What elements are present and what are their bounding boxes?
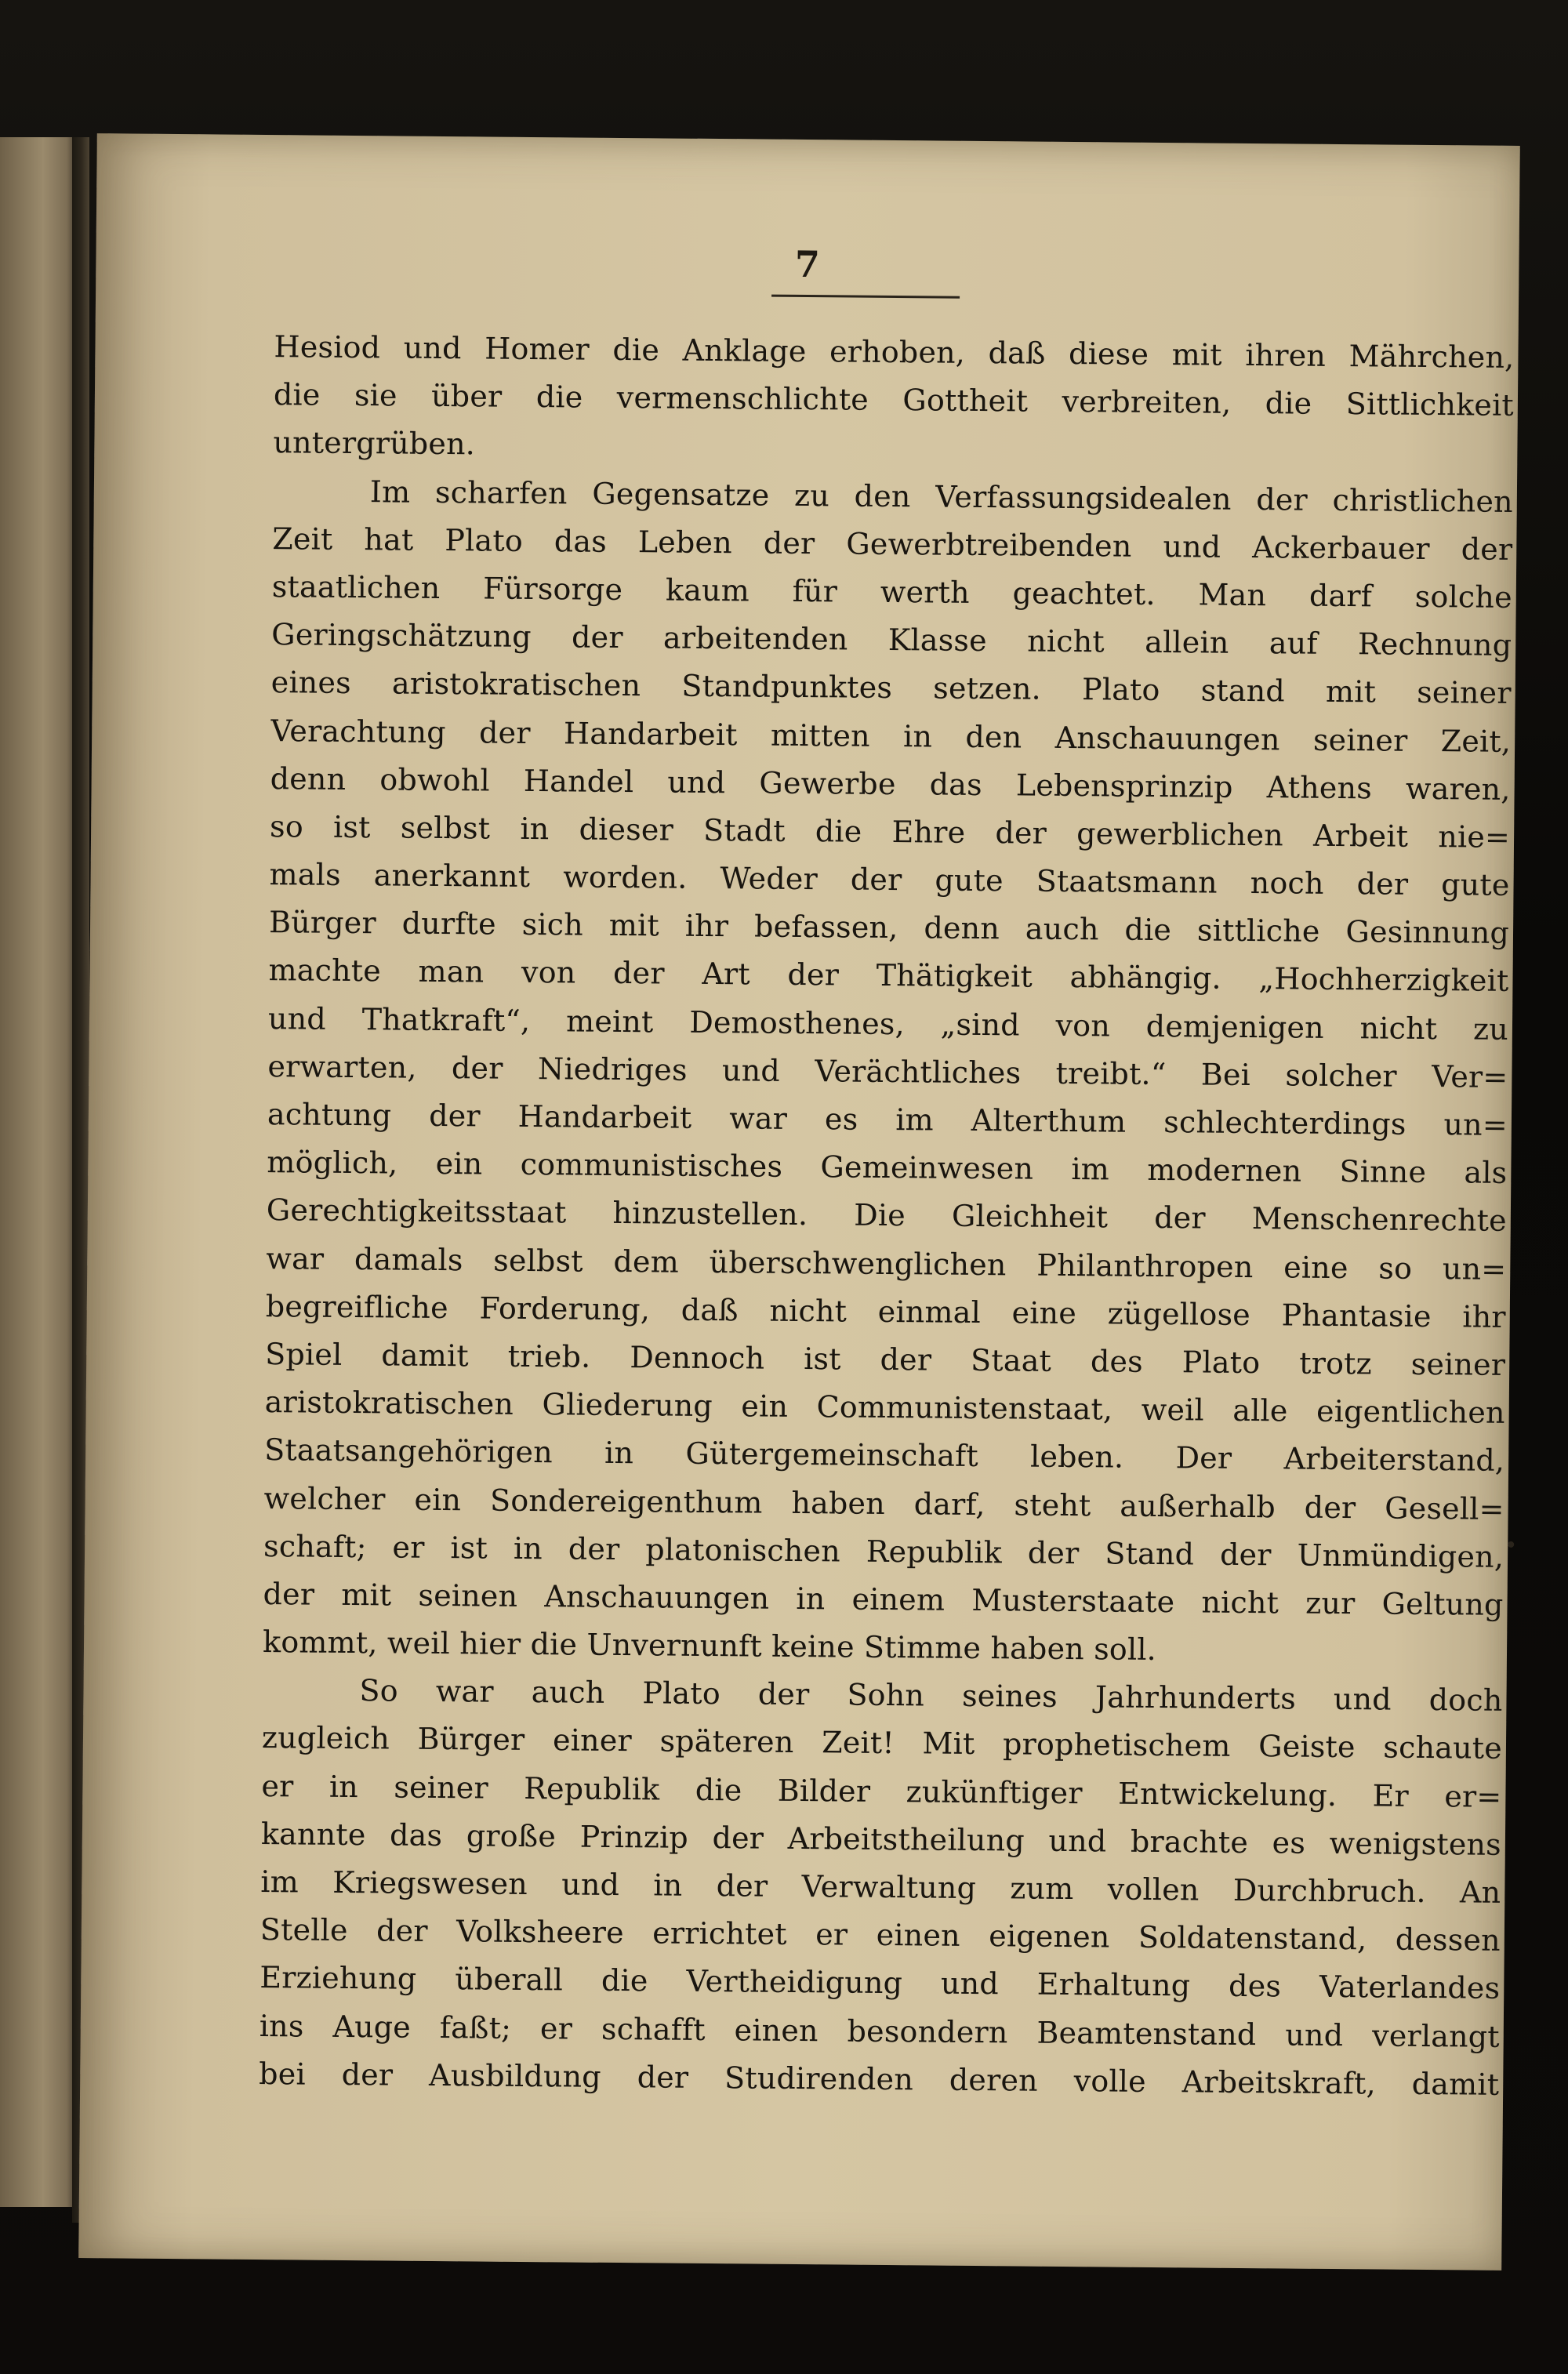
text-line: welcher ein Sondereigenthum haben darf, steht außerhalb der Gesell= bbox=[263, 1480, 1504, 1526]
text-line: Verachtung der Handarbeit mitten in den Anschauungen seiner Zeit, bbox=[270, 713, 1512, 759]
text-line: achtung der Handarbeit war es im Alterthum schlechterdings un= bbox=[267, 1097, 1508, 1142]
text-line: kannte das große Prinzip der Arbeitstheilung und brachte es wenigstens bbox=[260, 1816, 1502, 1862]
text-line: begreifliche Forderung, daß nicht einmal eine zügellose Phantasie ihr bbox=[265, 1288, 1506, 1334]
text-line: Hesiod und Homer die Anklage erhoben, daß diese mit ihren Mährchen, bbox=[274, 329, 1515, 375]
text-line: Staatsangehörigen in Gütergemeinschaft leben. Der Arbeiterstand, bbox=[264, 1432, 1505, 1479]
text-line: war damals selbst dem überschwenglichen Philanthropen eine so un= bbox=[266, 1240, 1507, 1287]
header-rule bbox=[771, 295, 960, 299]
text-line: schaft; er ist in der platonischen Republik der Stand der Unmündigen, bbox=[263, 1528, 1504, 1574]
text-line: Geringschätzung der arbeitenden Klasse nicht allein auf Rechnung bbox=[271, 617, 1512, 663]
text-line: der mit seinen Anschauungen in einem Musterstaate nicht zur Geltung bbox=[263, 1576, 1504, 1622]
text-line: Bürger durfte sich mit ihr befassen, denn auch die sittliche Gesinnung bbox=[268, 905, 1510, 951]
left-page-edge bbox=[0, 137, 78, 2207]
text-line: Erziehung überall die Vertheidigung und Erhaltung des Vaterlandes bbox=[260, 1960, 1501, 2006]
text-line: die sie über die vermenschlichte Gottheit verbreiten, die Sittlichkeit bbox=[273, 377, 1515, 423]
text-line: Zeit hat Plato das Leben der Gewerbtreibenden und Ackerbauer der bbox=[272, 521, 1513, 567]
text-line: Im scharfen Gegensatze zu den Verfassungsidealen der christlichen bbox=[369, 474, 1514, 519]
text-line: kommt, weil hier die Unvernunft keine Stimme haben soll. bbox=[262, 1624, 1157, 1668]
book-page bbox=[78, 133, 1520, 2271]
text-line: und Thatkraft“, meint Demosthenes, „sind von demjenigen nicht zu bbox=[267, 1000, 1509, 1047]
text-line: Stelle der Volksheere errichtet er einen eigenen Soldatenstand, dessen bbox=[260, 1912, 1501, 1958]
text-line: eines aristokratischen Standpunktes setzen. Plato stand mit seiner bbox=[270, 665, 1512, 711]
text-line: mals anerkannt worden. Weder der gute Staatsmann noch der gute bbox=[269, 857, 1510, 902]
text-line: möglich, ein communistisches Gemeinwesen im modernen Sinne als bbox=[267, 1145, 1508, 1191]
text-line: staatlichen Fürsorge kaum für werth geachtet. Man darf solche bbox=[271, 569, 1512, 615]
text-line: Gerechtigkeitsstaat hinzustellen. Die Gleichheit der Menschenrechte bbox=[266, 1192, 1508, 1239]
text-line: Spiel damit trieb. Dennoch ist der Staat des Plato trotz seiner bbox=[265, 1337, 1506, 1382]
text-line: untergrüben. bbox=[273, 425, 476, 462]
text-line: machte man von der Art der Thätigkeit abhängig. „Hochherzigkeit bbox=[268, 953, 1509, 999]
text-line: im Kriegswesen und in der Verwaltung zum vollen Durchbruch. An bbox=[260, 1864, 1501, 1910]
text-line: so ist selbst in dieser Stadt die Ehre der gewerblichen Arbeit nie= bbox=[269, 808, 1511, 855]
text-line: er in seiner Republik die Bilder zukünftiger Entwickelung. Er er= bbox=[261, 1768, 1502, 1814]
text-line: erwarten, der Niedriges und Verächtliches treibt.“ Bei solcher Ver= bbox=[267, 1048, 1508, 1094]
ink-speck bbox=[1508, 1541, 1514, 1548]
text-line: ins Auge faßt; er schafft einen besondern Beamtenstand und verlangt bbox=[259, 2008, 1500, 2054]
body-text bbox=[259, 323, 1515, 2109]
text-line: So war auch Plato der Sohn seines Jahrhunderts und doch bbox=[359, 1673, 1503, 1719]
text-line: zugleich Bürger einer späteren Zeit! Mit prophetischem Geiste schaute bbox=[261, 1720, 1503, 1766]
text-line: aristokratischen Gliederung ein Communistenstaat, weil alle eigentlichen bbox=[264, 1385, 1505, 1430]
page-number: 7 bbox=[794, 242, 821, 286]
text-line: denn obwohl Handel und Gewerbe das Lebensprinzip Athens waren, bbox=[270, 760, 1511, 807]
text-line: bei der Ausbildung der Studirenden deren volle Arbeitskraft, damit bbox=[259, 2056, 1500, 2102]
